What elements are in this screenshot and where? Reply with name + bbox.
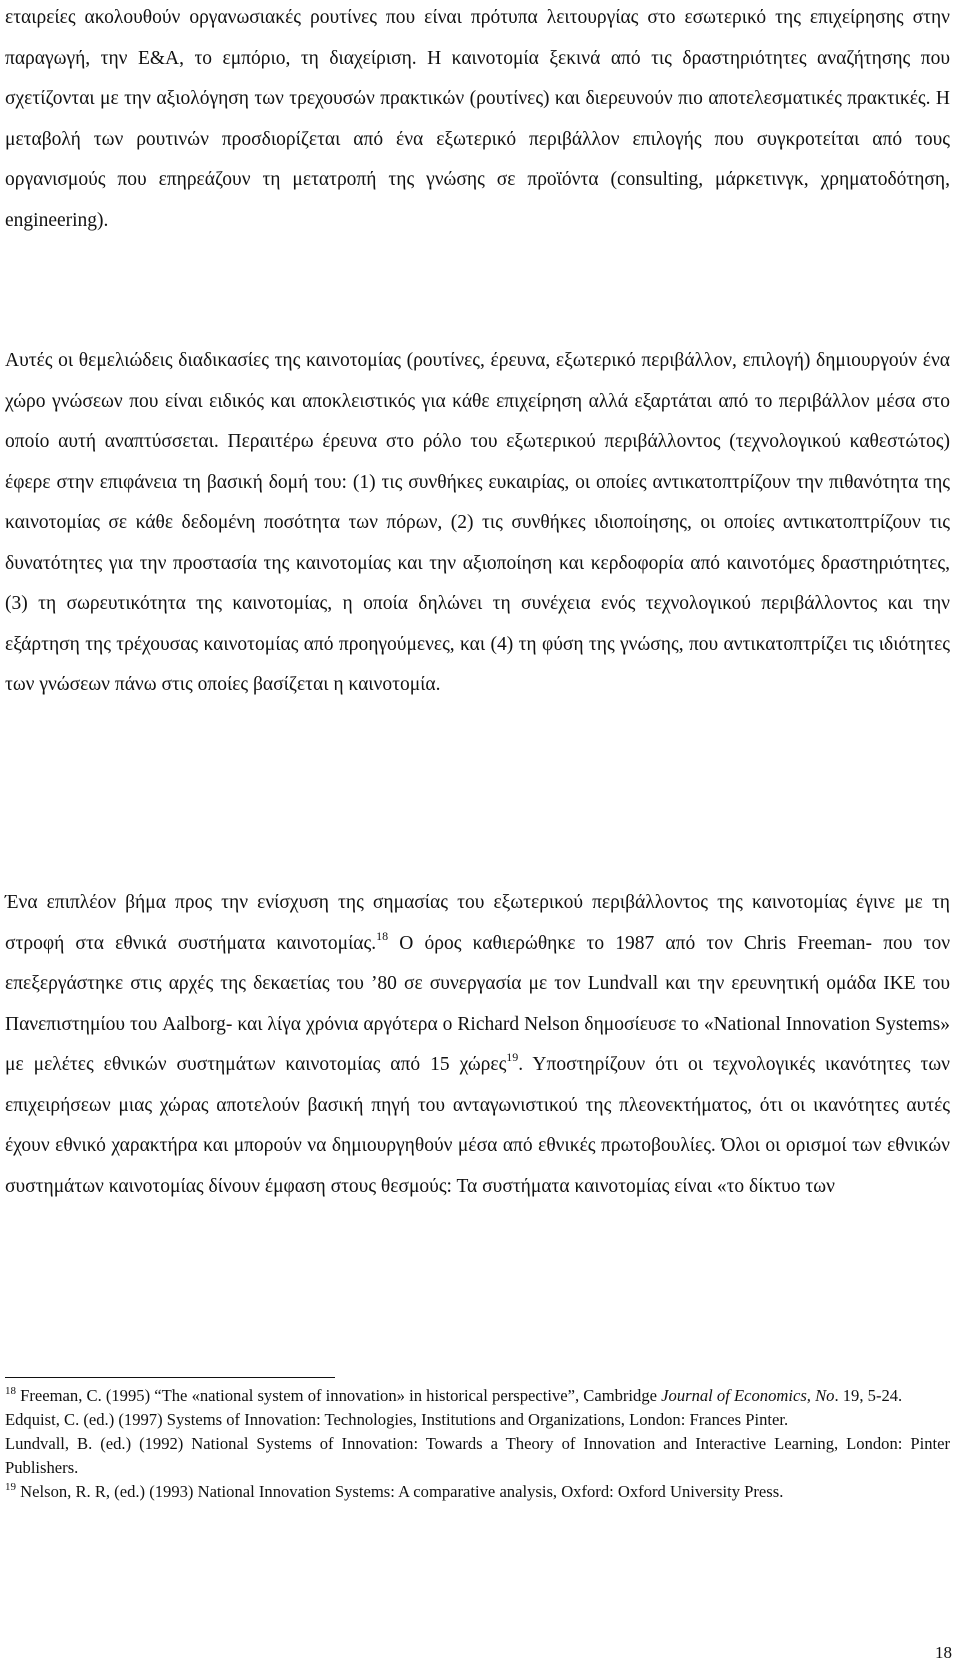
paragraph-3 — [5, 883, 950, 1207]
paragraph-text-part: Ένα επιπλέον βήμα προς την ενίσχυση της σημασίας του εξωτερικού περιβάλλοντος της καινοτομίας έγινε με τη στροφή στα εθνικά συστήματα καινοτομίας. — [5, 892, 950, 954]
footnote-divider — [5, 1377, 335, 1378]
page-number: 18 — [935, 1643, 952, 1662]
footnote-text: . 19, 5-24. — [834, 1386, 903, 1405]
paragraph-text — [5, 883, 950, 1207]
footnote-text: Freeman, C. (1995) “The «national system of innovation» in historical perspective”, Cambridge — [16, 1386, 662, 1405]
paragraph-2 — [5, 341, 950, 706]
footnote-18-lundvall: Lundvall, B. (ed.) (1992) National Systems of Innovation: Towards a Theory of Innovation and Interactive Learning, London: Pinter Publishers. — [5, 1434, 950, 1477]
paragraph-1 — [5, 0, 950, 241]
paragraph-text-part: . Υποστηρίζουν ότι οι τεχνολογικές ικανότητες των επιχειρήσεων μιας χώρας αποτελούν βασική πηγή του ανταγωνιστικού της πλεονεκτήματος, ότι οι ικανότητες αυτές έχουν εθνικό χαρακτήρα και μπορούν να δημιουργηθούν μέσα από εθνικές πρωτοβουλίες. Όλοι οι ορισμοί των εθνικών συστημάτων καινοτομίας δίνουν έμφαση στους θεσμούς: Τα συστήματα καινοτομίας είναι «το δίκτυο των — [5, 1054, 950, 1197]
paragraph-text-part: Ο όρος καθιερώθηκε το 1987 από τον Chris Freeman- που τον επεξεργάστηκε στις αρχές της δεκαετίας του ’80 σε συνεργασία με τον Lundvall και την ερευνητική ομάδα ΙΚΕ του Πανεπιστημίου του Aalborg- και λίγα χρόνια αργότερα ο Richard Nelson δημοσίευσε το «National Innovation Systems» με μελέτες εθνικών συστημάτων καινοτομίας από 15 χώρες — [5, 932, 951, 1075]
paragraph-text: Αυτές οι θεμελιώδεις διαδικασίες της καινοτομίας (ρουτίνες, έρευνα, εξωτερικό περιβάλλον, επιλογή) δημιουργούν ένα χώρο γνώσεων που είναι ειδικός και αποκλειστικός για κάθε επιχείρηση αλλά εξαρτάται από το περιβάλλον μέσα στο οποίο αυτή αναπτύσσεται. Περαιτέρω έρευνα στο ρόλο του εξωτερικού περιβάλλοντος (τεχνολογικού καθεστώτος) έφερε στην επιφάνεια τη βασική δομή του: (1) τις συνθήκες ευκαιρίας, οι οποίες αντικατοπτρίζουν την πιθανότητα της καινοτομίας σε κάθε δεδομένη ποσότητα των πόρων, (2) τις συνθήκες ιδιοποίησης, οι οποίες αντικατοπτρίζουν τις δυνατότητες για την προστασία της καινοτομίας και την αξιοποίηση και κερδοφορία από καινοτόμες δραστηριότητες, (3) τη σωρευτικότητα της καινοτομίας, η οποία δηλώνει τη συνέχεια ενός τεχνολογικού περιβάλλοντος και την εξάρτηση της τρέχουσας καινοτομίας από προηγούμενες, και (4) τη φύση της γνώσης, που αντικατοπτρίζει τις ιδιότητες των γνώσεων πάνω στις οποίες βασίζεται η καινοτομία. — [5, 350, 950, 695]
footnote-18-edquist: Edquist, C. (ed.) (1997) Systems of Innovation: Technologies, Institutions and Organizations, London: Frances Pinter. — [5, 1410, 789, 1429]
footnote-text: Nelson, R. R, (ed.) (1993) National Innovation Systems: A comparative analysis, Oxford: Oxford University Press. — [16, 1482, 784, 1501]
footnote-19 — [5, 1480, 950, 1504]
footnote-18 — [5, 1384, 950, 1408]
footnote-journal: Journal of Economics, No — [661, 1386, 835, 1405]
footnote-ref-19[interactable]: 19 — [506, 1050, 519, 1064]
footnote-number: 19 — [5, 1481, 16, 1493]
footnote-number: 18 — [5, 1385, 16, 1397]
footnotes — [5, 1384, 950, 1504]
paragraph-text: εταιρείες ακολουθούν οργανωσιακές ρουτίνες που είναι πρότυπα λειτουργίας στο εσωτερικό της επιχείρησης στην παραγωγή, την Ε&Α, το εμπόριο, τη διαχείριση. Η καινοτομία ξεκινά από τις δραστηριότητες αναζήτησης που σχετίζονται με την αξιολόγηση των τρεχουσών πρακτικών (ρουτίνες) και διερευνούν πιο αποτελεσματικές πρακτικές. Η μεταβολή των ρουτινών προσδιορίζεται από ένα εξωτερικό περιβάλλον επιλογής που συγκροτείται από τους οργανισμούς που επηρεάζουν τη μετατροπή της γνώσης σε προϊόντα (consulting, μάρκετινγκ, χρηματοδότηση, engineering). — [5, 7, 950, 231]
footnote-ref-18[interactable]: 18 — [376, 928, 389, 943]
